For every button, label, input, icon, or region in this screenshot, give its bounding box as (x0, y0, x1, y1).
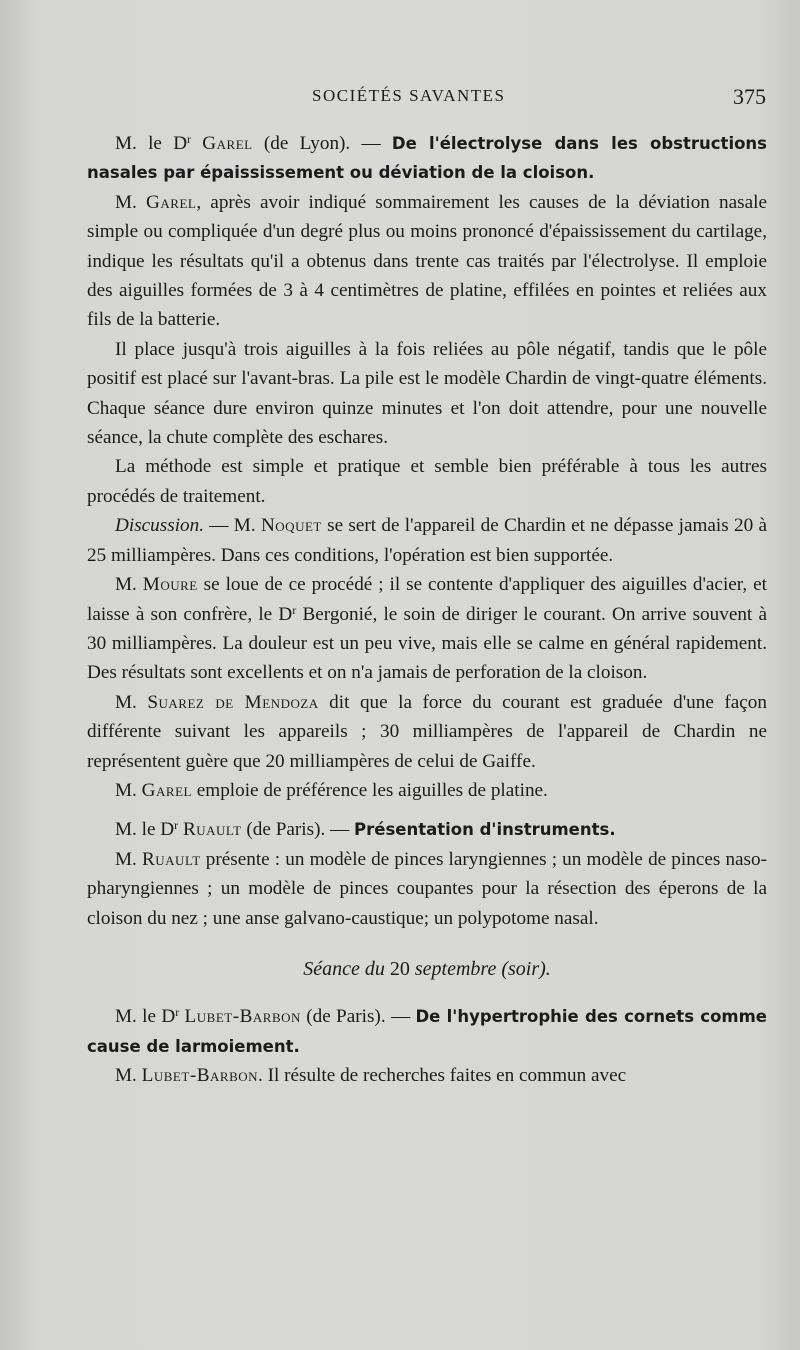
text-run: se sert de l'appareil de Chardin et ne dépasse jamais 20 à 25 milliampères. Dans ces conditions, l'opération est bien supportée. (87, 515, 768, 566)
text-run: (de Paris). — (241, 819, 355, 841)
section-date-number: 20 (389, 957, 410, 980)
text-run: M. (115, 779, 142, 801)
text-run: Bergonié, le soin de diriger le courant. On arrive souvent à 30 milliampères. La douleur est un peu vive, mais elle se calme en général rapidement. Des résultats sont excellents et on n'a jamais de perforation de la cloison. (87, 603, 767, 684)
paragraph-ruault-heading (87, 815, 767, 844)
communication-title: Présentation d'instruments. (354, 820, 616, 840)
running-title: SOCIÉTÉS SAVANTES (312, 86, 506, 105)
body-text (87, 129, 767, 1091)
paragraph-lubet-heading (87, 1002, 767, 1061)
text-run: . Il résulte de recherches faites en commun avec (258, 1065, 627, 1087)
speaker-name: Ruault (141, 848, 201, 870)
text-run: M. le D (115, 819, 175, 841)
text-run: dit que la force du courant est graduée d'une façon différente suivant les appareils ; 30 milliampères de l'appareil de Chardin ne représentent guère que 20 milliampères de celui de Gaiffe. (87, 691, 767, 772)
superscript: r (174, 818, 179, 833)
superscript: r (175, 1005, 180, 1020)
speaker-name: Garel (202, 133, 253, 154)
text-run: Séance du (303, 957, 390, 980)
paragraph-garel-summary (87, 188, 767, 335)
paragraph-moure (87, 570, 767, 688)
speaker-name: Ruault (182, 819, 242, 841)
text-run: M. (115, 1065, 142, 1087)
text-run: — M. (204, 515, 261, 537)
text-run: , après avoir indiqué sommairement les causes de la déviation nasale simple ou compliquée d'un degré plus ou moins prononcé d'épaississement du cartilage, indique les résultats qu'il a obtenus dans trente cas traités par l'électrolyse. Il emploie des aiguilles formées de 3 à 4 centimètres de platine, effilées en pointes et reliées aux fils de la batterie. (87, 191, 767, 331)
paragraph-lubet-body (87, 1061, 767, 1090)
text-run: M. le D (115, 133, 188, 154)
speaker-name: Noquet (260, 515, 322, 537)
communication-title: De l'électrolyse dans les obstructions nasales par épaississement ou déviation de la cloison. (87, 134, 768, 183)
speaker-name: Garel (141, 779, 192, 801)
page-number: 375 (733, 84, 766, 109)
section-heading (87, 955, 767, 984)
paragraph-garel-reply (87, 776, 767, 805)
paragraph-needles: Il place jusqu'à trois aiguilles à la fois reliées au pôle négatif, tandis que le pôle positif est placé sur l'avant-bras. La pile est le modèle Chardin de vingt-quatre éléments. Chaque séance dure environ quinze minutes et l'on doit attendre, pour une nouvelle séance, la chute complète des eschares. (87, 338, 767, 449)
paragraph-ruault-presentation (87, 845, 767, 933)
paragraph-garel-heading (87, 129, 767, 188)
speaker-name: Garel (146, 191, 197, 213)
page-header (0, 86, 800, 116)
speaker-name: Lubet-Barbon (141, 1065, 259, 1087)
superscript: r (292, 602, 297, 617)
paragraph-discussion-noquet (87, 511, 767, 570)
text-run: M. (115, 191, 147, 213)
text-run: (de Lyon). — (252, 133, 392, 154)
text-run: (de Paris). — (300, 1006, 416, 1028)
text-run: M. le D (115, 1006, 176, 1028)
speaker-name: Suarez de Mendoza (147, 691, 319, 713)
speaker-name: Lubet-Barbon (184, 1006, 301, 1028)
discussion-label: Discussion. (115, 515, 205, 537)
text-run: M. (115, 691, 148, 713)
text-run: se loue de ce procédé ; il se contente d'appliquer des aiguilles d'acier, et laisse à son confrère, le D (87, 574, 767, 625)
text-run: présente : un modèle de pinces laryngiennes ; un modèle de pinces naso-pharyngiennes ; un modèle de pinces coupantes pour la résection des éperons de la cloison du nez ; une anse galvano-caustique; un polypotome nasal. (87, 848, 768, 929)
text-run: emploie de préférence les aiguilles de platine. (191, 779, 548, 801)
text-run: septembre (soir). (409, 957, 551, 980)
communication-title: De l'hypertrophie des cornets comme cause de larmoiement. (87, 1007, 767, 1056)
speaker-name: Moure (142, 574, 198, 596)
text-run: M. (115, 574, 143, 596)
superscript: r (187, 132, 192, 146)
text-run: M. (115, 848, 142, 870)
paragraph-suarez (87, 688, 767, 776)
paragraph-method: La méthode est simple et pratique et semble bien préférable à tous les autres procédés de traitement. (87, 456, 767, 507)
